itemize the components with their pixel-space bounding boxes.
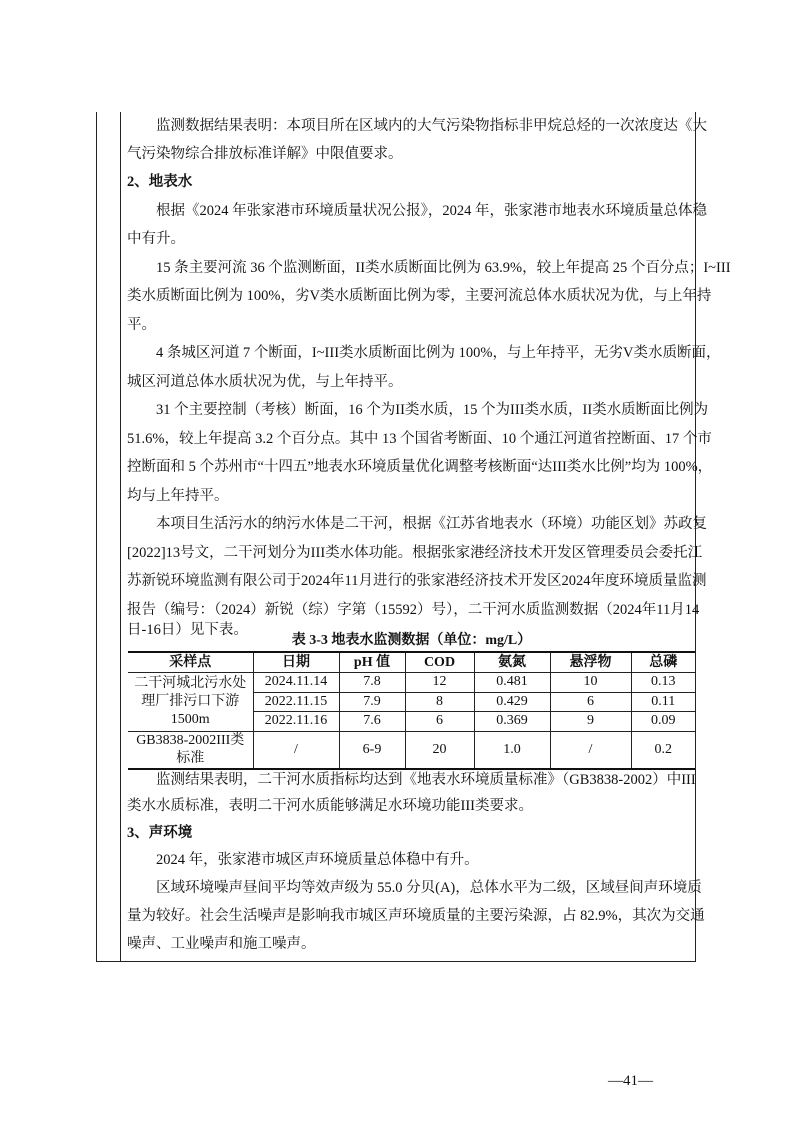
paragraph-line: 中有升。 xyxy=(127,231,185,247)
table-header-row xyxy=(128,652,695,673)
column-header: 悬浮物 xyxy=(550,652,631,673)
paragraph-line: 31 个主要控制（考核）断面，16 个为II类水质，15 个为III类水质，II类水质断面比例为 xyxy=(156,402,709,418)
paragraph-line: 类水质断面比例为 100%，劣V类水质断面比例为零，主要河流总体水质状况为优，与上年持 xyxy=(127,288,712,304)
paragraph-line: 均与上年持平。 xyxy=(127,488,229,504)
paragraph-line: 51.6%，较上年提高 3.2 个百分点。其中 13 个国省考断面、10 个通江河道省控断面、17 个市 xyxy=(127,431,712,447)
paragraph-line: 15 条主要河流 36 个监测断面，II类水质断面比例为 63.9%，较上年提高 25 个百分点；I~III xyxy=(156,260,731,276)
table-cell: 9 xyxy=(550,712,631,732)
paragraph-line: 类水水质标准，表明二干河水质能够满足水环境功能III类要求。 xyxy=(127,798,533,814)
paragraph-line: 噪声、工业噪声和施工噪声。 xyxy=(127,936,316,952)
water-monitoring-table xyxy=(128,651,695,770)
table-cell: 12 xyxy=(405,673,474,693)
paragraph-line: 区域环境噪声昼间平均等效声级为 55.0 分贝(A)，总体水平为二级，区域昼间声环境质 xyxy=(156,880,702,896)
table-cell: 20 xyxy=(405,731,474,769)
sampling-site: 二干河城北污水处理厂排污口下游 1500m xyxy=(128,673,253,732)
table-cell: 6-9 xyxy=(339,731,405,769)
table-cell: 1.0 xyxy=(474,731,550,769)
column-divider xyxy=(120,112,121,962)
table-cell: 7.8 xyxy=(339,673,405,693)
column-header: COD xyxy=(405,652,474,673)
table-caption: 表 3-3 地表水监测数据（单位：mg/L） xyxy=(291,633,532,648)
paragraph-line: 控断面和 5 个苏州市“十四五”地表水环境质量优化调整考核断面“达III类水比例”均为 100%， xyxy=(127,459,713,475)
table-row xyxy=(128,673,695,693)
column-header: pH 值 xyxy=(339,652,405,673)
paragraph-line: 监测数据结果表明：本项目所在区域内的大气污染物指标非甲烷总烃的一次浓度达《大 xyxy=(156,118,707,134)
table-cell: 2024.11.14 xyxy=(253,673,339,693)
paragraph-line: 气污染物综合排放标准详解》中限值要求。 xyxy=(127,146,403,162)
column-header: 采样点 xyxy=(128,652,253,673)
table-cell: 8 xyxy=(405,692,474,712)
table-cell: 0.481 xyxy=(474,673,550,693)
table-cell: 0.11 xyxy=(631,692,695,712)
column-header: 氨氮 xyxy=(474,652,550,673)
table-cell: 10 xyxy=(550,673,631,693)
paragraph-line: 监测结果表明，二干河水质指标均达到《地表水环境质量标准》（GB3838-2002）中III xyxy=(156,772,696,788)
paragraph-line: [2022]13号文，二干河划分为III类水体功能。根据张家港经济技术开发区管理委员会委托江 xyxy=(127,545,703,561)
column-header: 日期 xyxy=(253,652,339,673)
table-cell: 0.13 xyxy=(631,673,695,693)
table-cell: 0.369 xyxy=(474,712,550,732)
table-cell: 2022.11.16 xyxy=(253,712,339,732)
table-cell: 0.429 xyxy=(474,692,550,712)
table-cell: 0.2 xyxy=(631,731,695,769)
standard-row xyxy=(128,731,695,769)
table-cell: 7.9 xyxy=(339,692,405,712)
paragraph-line: 苏新锐环境监测有限公司于2024年11月进行的张家港经济技术开发区2024年度环境质量监测 xyxy=(127,573,707,589)
paragraph-line: 量为较好。社会生活噪声是影响我市城区声环境质量的主要污染源，占 82.9%，其次为交通 xyxy=(127,908,705,924)
table-cell: 6 xyxy=(550,692,631,712)
section-heading: 3、声环境 xyxy=(127,825,193,841)
paragraph-line: 2024 年，张家港市城区声环境质量总体稳中有升。 xyxy=(156,852,479,868)
paragraph-line: 日-16日）见下表。 xyxy=(127,622,248,638)
table-cell: GB3838-2002III类标准 xyxy=(128,731,253,769)
table-cell: / xyxy=(253,731,339,769)
table-cell: 7.6 xyxy=(339,712,405,732)
paragraph-line: 本项目生活污水的纳污水体是二干河，根据《江苏省地表水（环境）功能区划》苏政复 xyxy=(156,516,707,532)
page-number: —41— xyxy=(608,1073,653,1089)
paragraph-line: 城区河道总体水质状况为优，与上年持平。 xyxy=(127,374,403,390)
column-header: 总磷 xyxy=(631,652,695,673)
table-cell: / xyxy=(550,731,631,769)
table-cell: 2022.11.15 xyxy=(253,692,339,712)
table-cell: 6 xyxy=(405,712,474,732)
paragraph-line: 报告（编号：（2024）新锐（综）字第（15592）号），二干河水质监测数据（2024年11月14 xyxy=(127,602,700,618)
paragraph-line: 根据《2024 年张家港市环境质量状况公报》，2024 年，张家港市地表水环境质量总体稳 xyxy=(156,203,707,219)
table-cell: 0.09 xyxy=(631,712,695,732)
paragraph-line: 4 条城区河道 7 个断面，I~III类水质断面比例为 100%，与上年持平，无劣V类水质断面， xyxy=(156,345,721,361)
section-heading: 2、地表水 xyxy=(127,174,193,190)
paragraph-line: 平。 xyxy=(127,317,156,333)
